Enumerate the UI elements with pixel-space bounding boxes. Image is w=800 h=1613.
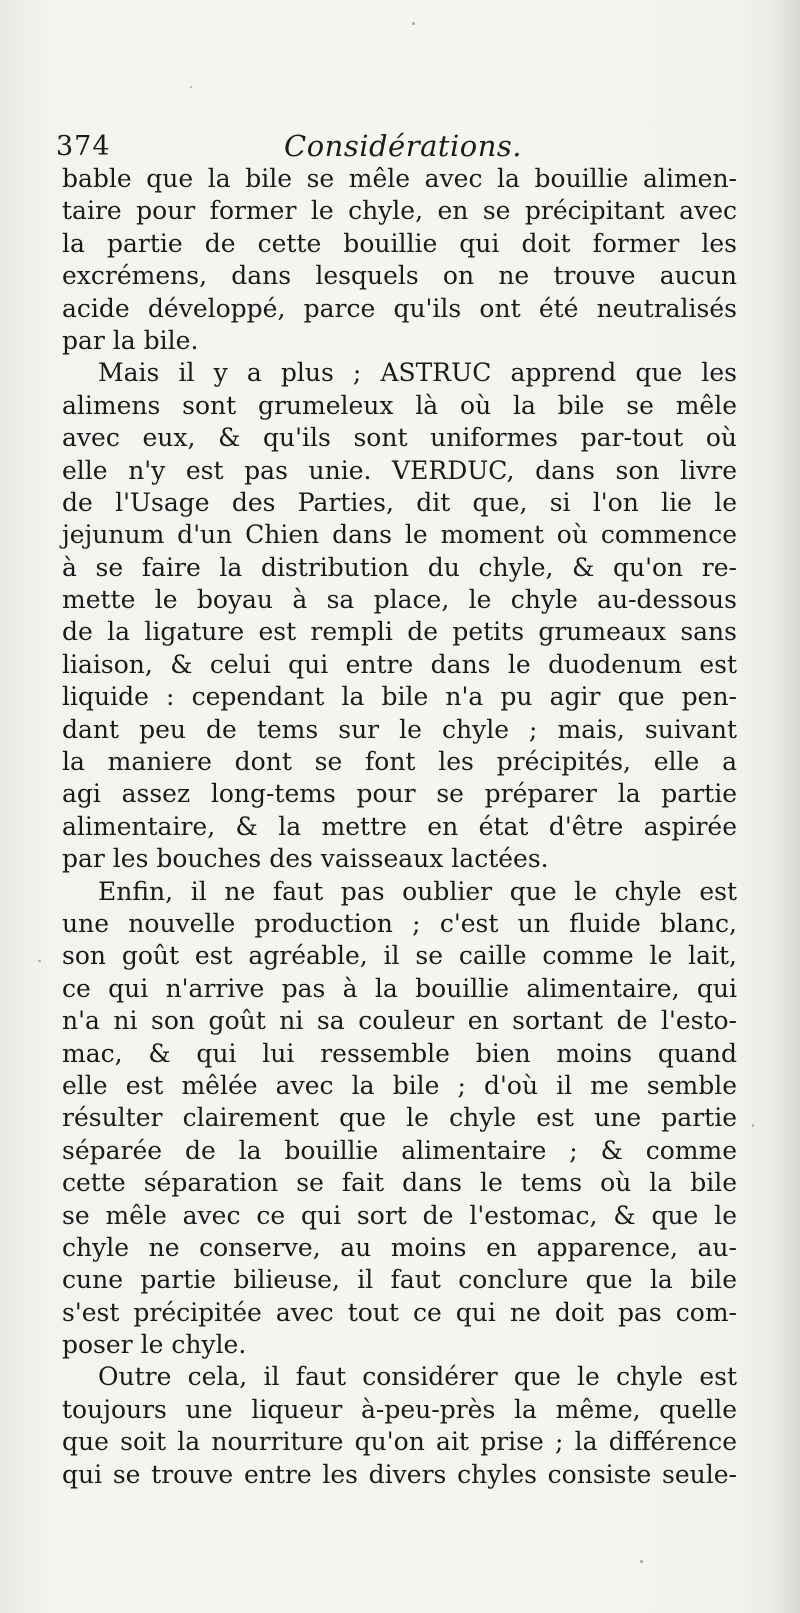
page-number: 374 bbox=[56, 131, 111, 162]
text-line: à se faire la distribution du chyle, & qu'on re- bbox=[62, 552, 737, 582]
text-line: la partie de cette bouillie qui doit former les bbox=[62, 228, 737, 258]
text-line: avec eux, & qu'ils sont uniformes par-tout où bbox=[62, 423, 737, 453]
text-line: excrémens, dans lesquels on ne trouve aucun bbox=[62, 261, 737, 291]
text-line: résulter clairement que le chyle est une partie bbox=[62, 1103, 737, 1133]
text-line: mac, & qui lui ressemble bien moins quand bbox=[62, 1038, 737, 1068]
text-line: dant peu de tems sur le chyle ; mais, suivant bbox=[62, 714, 737, 744]
text-line: alimens sont grumeleux là où la bile se mêle bbox=[62, 390, 737, 420]
page-edge-shadow bbox=[772, 0, 800, 1613]
paper-speck bbox=[412, 22, 415, 25]
text-line: poser le chyle. bbox=[62, 1330, 247, 1360]
text-line: s'est précipitée avec tout ce qui ne doit pas com- bbox=[62, 1297, 737, 1327]
text-line: se mêle avec ce qui sort de l'estomac, & que le bbox=[62, 1200, 737, 1230]
text-line: acide développé, parce qu'ils ont été neutralisés bbox=[62, 293, 737, 323]
text-line: elle est mêlée avec la bile ; d'où il me semble bbox=[62, 1070, 737, 1100]
body-text bbox=[62, 163, 737, 1491]
text-line: n'a ni son goût ni sa couleur en sortant de l'esto- bbox=[62, 1006, 737, 1036]
text-line: cette séparation se fait dans le tems où la bile bbox=[62, 1168, 737, 1198]
paper-speck bbox=[38, 960, 41, 962]
running-head bbox=[56, 127, 736, 167]
paper-speck bbox=[752, 1124, 754, 1127]
text-line: par les bouches des vaisseaux lactées. bbox=[62, 844, 549, 874]
text-line: bable que la bile se mêle avec la bouillie alimen- bbox=[62, 164, 737, 193]
paragraph-start: Mais il y a plus ; ASTRUC apprend que les bbox=[98, 358, 737, 388]
text-line: liquide : cependant la bile n'a pu agir que pen- bbox=[62, 682, 737, 712]
text-line: de l'Usage des Parties, dit que, si l'on lie le bbox=[62, 487, 737, 517]
text-line: jejunum d'un Chien dans le moment où commence bbox=[62, 520, 737, 550]
text-line: la maniere dont se font les précipités, elle a bbox=[62, 747, 737, 777]
paper-speck bbox=[190, 86, 192, 88]
running-title: Considérations. bbox=[284, 129, 523, 163]
paper-speck bbox=[640, 1560, 643, 1563]
text-line: chyle ne conserve, au moins en apparence, au- bbox=[62, 1232, 737, 1262]
text-line: par la bile. bbox=[62, 325, 199, 355]
text-line: ce qui n'arrive pas à la bouillie alimentaire, qui bbox=[62, 973, 737, 1003]
text-line: qui se trouve entre les divers chyles consiste seule- bbox=[62, 1459, 737, 1489]
text-line: cune partie bilieuse, il faut conclure que la bile bbox=[62, 1265, 737, 1295]
paragraph-start: Outre cela, il faut considérer que le chyle est bbox=[98, 1362, 737, 1392]
text-line: alimentaire, & la mettre en état d'être aspirée bbox=[62, 811, 737, 841]
text-line: que soit la nourriture qu'on ait prise ; la différence bbox=[62, 1427, 737, 1457]
text-line: mette le boyau à sa place, le chyle au-dessous bbox=[62, 585, 737, 615]
text-line: toujours une liqueur à-peu-près la même, quelle bbox=[62, 1394, 737, 1424]
text-line: taire pour former le chyle, en se précipitant avec bbox=[62, 196, 737, 226]
text-line: une nouvelle production ; c'est un fluide blanc, bbox=[62, 908, 737, 938]
text-line: elle n'y est pas unie. VERDUC, dans son livre bbox=[62, 455, 737, 485]
text-line: de la ligature est rempli de petits grumeaux sans bbox=[62, 617, 737, 647]
paragraph-start: Enfin, il ne faut pas oublier que le chyle est bbox=[98, 876, 737, 906]
text-line: liaison, & celui qui entre dans le duodenum est bbox=[62, 649, 737, 679]
text-line: son goût est agréable, il se caille comme le lait, bbox=[62, 941, 737, 971]
text-line: agi assez long-tems pour se préparer la partie bbox=[62, 779, 737, 809]
text-line: séparée de la bouillie alimentaire ; & comme bbox=[62, 1135, 737, 1165]
